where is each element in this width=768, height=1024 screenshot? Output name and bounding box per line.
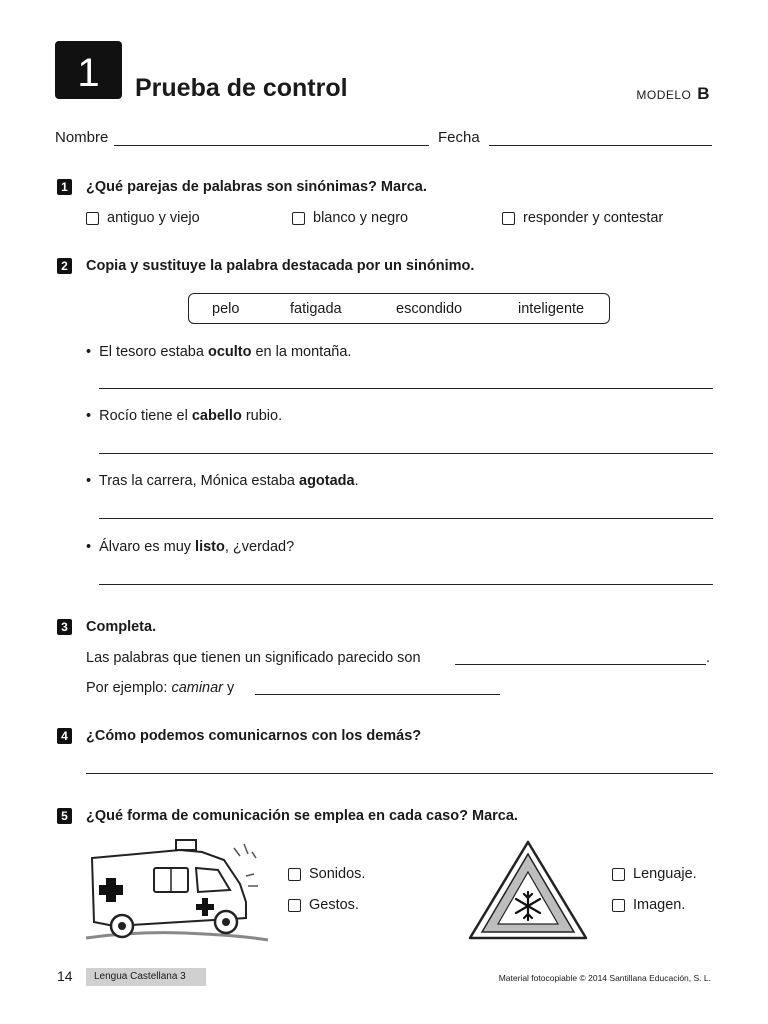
checkbox[interactable] [612, 899, 625, 912]
fecha-label: Fecha [438, 129, 480, 146]
checkbox[interactable] [612, 868, 625, 881]
question-4-number: 4 [57, 728, 72, 744]
word-bank [188, 293, 610, 324]
question-3-text: Completa. [86, 619, 157, 635]
q5-option-gestos[interactable] [288, 897, 359, 913]
q1-option-3[interactable] [502, 210, 663, 226]
word-bank-item: pelo [212, 300, 240, 317]
word-bank-item: escondido [396, 300, 463, 317]
word-bank-item: fatigada [290, 300, 342, 317]
sentence-1: • El tesoro estaba oculto en la montaña. [86, 344, 352, 360]
sentence-4: • Álvaro es muy listo, ¿verdad? [86, 539, 295, 555]
sentence-3-after: . [354, 473, 359, 489]
sentence-2-before: Rocío tiene el [99, 408, 192, 424]
q4-answer-line[interactable] [86, 773, 713, 774]
book-tag: Lengua Castellana 3 [86, 968, 206, 986]
q5-option-imagen-label: Imagen. [633, 897, 686, 913]
snow-warning-sign-icon [466, 838, 590, 944]
checkbox[interactable] [288, 899, 301, 912]
q3-line-2-after: y [223, 680, 235, 696]
q3-line-1-end: . [706, 650, 711, 666]
q5-option-lenguaje[interactable] [612, 866, 697, 882]
sentence-2: • Rocío tiene el cabello rubio. [86, 408, 283, 424]
sentence-2-after: rubio. [241, 408, 283, 424]
question-3-number: 3 [57, 619, 72, 635]
unit-number-badge: 1 [55, 41, 122, 99]
word-bank-item: inteligente [518, 300, 585, 317]
q3-line-2 [86, 680, 234, 696]
question-2-text: Copia y sustituye la palabra destacada por un sinónimo. [86, 258, 475, 274]
q3-line-2-before: Por ejemplo: [86, 680, 172, 696]
sentence-1-after: en la montaña. [251, 344, 352, 360]
fecha-field[interactable] [489, 145, 712, 146]
sentence-1-bold: oculto [207, 344, 252, 360]
checkbox[interactable] [502, 212, 515, 225]
sentence-3-bold: agotada [299, 473, 355, 489]
q5-option-sonidos[interactable] [288, 866, 365, 882]
sentence-4-after: , ¿verdad? [224, 539, 295, 555]
q1-option-2[interactable] [292, 210, 408, 226]
checkbox[interactable] [86, 212, 99, 225]
modelo-letter: B [697, 84, 710, 103]
modelo-text: MODELO [636, 88, 692, 102]
answer-line-1[interactable] [99, 388, 713, 389]
q3-line-1: Las palabras que tienen un significado parecido son [86, 650, 421, 666]
ambulance-icon [84, 838, 270, 942]
question-2-number: 2 [57, 258, 72, 274]
q1-option-1[interactable] [86, 210, 200, 226]
q5-option-gestos-label: Gestos. [309, 897, 359, 913]
answer-line-4[interactable] [99, 584, 713, 585]
sentence-3: • Tras la carrera, Mónica estaba agotada. [86, 473, 359, 489]
sentence-4-bold: listo [195, 539, 225, 555]
q3-blank-1[interactable] [455, 664, 706, 665]
q3-line-2-italic: caminar [171, 680, 224, 696]
answer-line-3[interactable] [99, 518, 713, 519]
question-1-number: 1 [57, 179, 72, 195]
copyright-notice: Material fotocopiable © 2014 Santillana Educación, S. L. [498, 973, 711, 983]
answer-line-2[interactable] [99, 453, 713, 454]
question-1-text: ¿Qué parejas de palabras son sinónimas? Marca. [86, 179, 427, 195]
q1-option-1-label: antiguo y viejo [107, 210, 200, 226]
page-title: Prueba de control [135, 74, 348, 102]
sentence-1-before: El tesoro estaba [99, 344, 208, 360]
sentence-2-bold: cabello [191, 408, 242, 424]
q1-option-2-label: blanco y negro [313, 210, 409, 226]
q5-option-imagen[interactable] [612, 897, 685, 913]
q5-option-lenguaje-label: Lenguaje. [633, 866, 697, 882]
page-number: 14 [57, 968, 73, 984]
question-4-text: ¿Cómo podemos comunicarnos con los demás? [86, 728, 422, 744]
checkbox[interactable] [292, 212, 305, 225]
q3-blank-2[interactable] [255, 694, 500, 695]
question-5-text: ¿Qué forma de comunicación se emplea en cada caso? Marca. [86, 808, 518, 824]
nombre-label: Nombre [55, 129, 109, 146]
q5-option-sonidos-label: Sonidos. [309, 866, 366, 882]
modelo-label [636, 84, 710, 104]
nombre-field[interactable] [114, 145, 429, 146]
question-5-number: 5 [57, 808, 72, 824]
checkbox[interactable] [288, 868, 301, 881]
q1-option-3-label: responder y contestar [523, 210, 664, 226]
sentence-4-before: Álvaro es muy [99, 539, 196, 555]
sentence-3-before: Tras la carrera, Mónica estaba [98, 473, 300, 489]
